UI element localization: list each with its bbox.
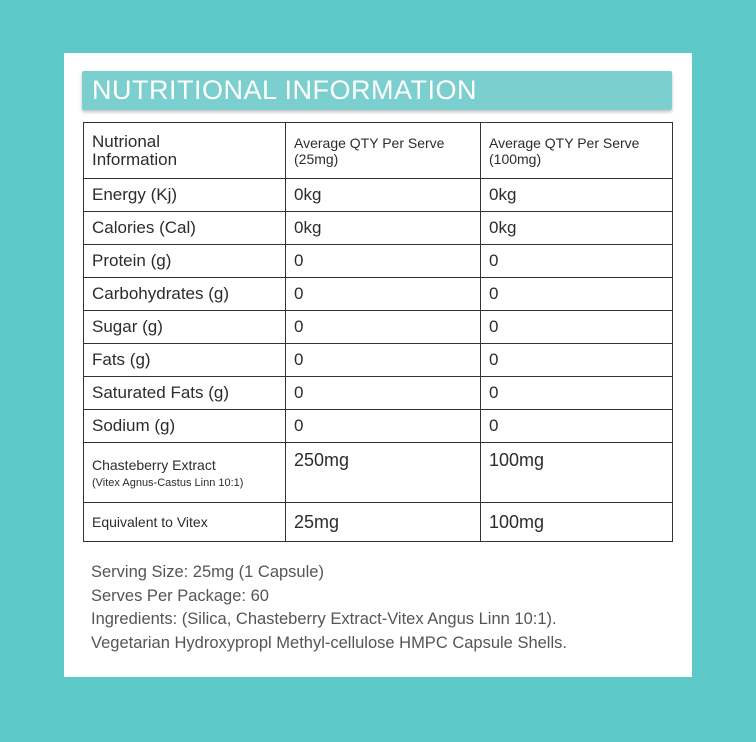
row-value-25mg: 0kg xyxy=(286,212,481,245)
extract-sublabel: (Vitex Agnus-Castus Linn 10:1) xyxy=(92,476,244,489)
table-row xyxy=(84,410,673,443)
header-per-serve-25mg xyxy=(286,123,481,179)
row-value-25mg: 0 xyxy=(286,344,481,377)
row-value-25mg: 0kg xyxy=(286,179,481,212)
row-value-100mg: 100mg xyxy=(481,503,673,542)
table-row xyxy=(84,278,673,311)
row-value-100mg: 0kg xyxy=(481,212,673,245)
table-row xyxy=(84,344,673,377)
header-line: Average QTY Per Serve xyxy=(294,134,445,151)
row-value-100mg: 0 xyxy=(481,410,673,443)
header-line: (100mg) xyxy=(489,150,542,167)
row-value-25mg: 250mg xyxy=(286,443,481,503)
table-row xyxy=(84,179,673,212)
title-banner xyxy=(82,71,672,110)
table-row xyxy=(84,245,673,278)
row-value-25mg: 0 xyxy=(286,278,481,311)
serves-per-package: Serves Per Package: 60 xyxy=(91,586,269,605)
row-value-25mg: 0 xyxy=(286,311,481,344)
header-line: Average QTY Per Serve xyxy=(489,134,640,151)
row-value-25mg: 0 xyxy=(286,377,481,410)
nutrition-table xyxy=(83,122,673,542)
table-row xyxy=(84,311,673,344)
row-label xyxy=(84,443,286,503)
row-value-100mg: 0 xyxy=(481,311,673,344)
row-label: Energy (Kj) xyxy=(84,179,286,212)
row-label: Protein (g) xyxy=(84,245,286,278)
row-value-100mg: 100mg xyxy=(481,443,673,503)
table-row-chasteberry-extract xyxy=(84,443,673,503)
row-value-100mg: 0 xyxy=(481,278,673,311)
row-label: Sugar (g) xyxy=(84,311,286,344)
ingredients-line: Vegetarian Hydroxypropl Methyl-cellulose HMPC Capsule Shells. xyxy=(91,633,567,652)
extract-label: Chasteberry Extract xyxy=(92,456,216,473)
row-label: Sodium (g) xyxy=(84,410,286,443)
page-title: NUTRITIONAL INFORMATION xyxy=(92,75,477,105)
header-line: (25mg) xyxy=(294,150,339,167)
row-label: Calories (Cal) xyxy=(84,212,286,245)
serving-size: Serving Size: 25mg (1 Capsule) xyxy=(91,563,324,581)
row-value-25mg: 0 xyxy=(286,410,481,443)
header-line: Nutrional xyxy=(92,131,161,151)
row-value-100mg: 0kg xyxy=(481,179,673,212)
row-value-100mg: 0 xyxy=(481,344,673,377)
row-value-100mg: 0 xyxy=(481,377,673,410)
header-nutrition-information xyxy=(84,123,286,179)
ingredients-line: Ingredients: (Silica, Chasteberry Extract-Vitex Angus Linn 10:1). xyxy=(91,610,557,628)
row-label: Fats (g) xyxy=(84,344,286,377)
header-line: Information xyxy=(92,149,178,169)
table-row-equivalent-vitex xyxy=(84,503,673,542)
nutrition-card xyxy=(64,53,692,677)
table-header-row xyxy=(84,123,673,179)
row-value-25mg: 25mg xyxy=(286,503,481,542)
row-value-100mg: 0 xyxy=(481,245,673,278)
row-value-25mg: 0 xyxy=(286,245,481,278)
row-label: Carbohydrates (g) xyxy=(84,278,286,311)
header-per-serve-100mg xyxy=(481,123,673,179)
table-row xyxy=(84,377,673,410)
row-label: Equivalent to Vitex xyxy=(84,503,286,542)
serving-info xyxy=(91,561,681,655)
row-label: Saturated Fats (g) xyxy=(84,377,286,410)
table-row xyxy=(84,212,673,245)
